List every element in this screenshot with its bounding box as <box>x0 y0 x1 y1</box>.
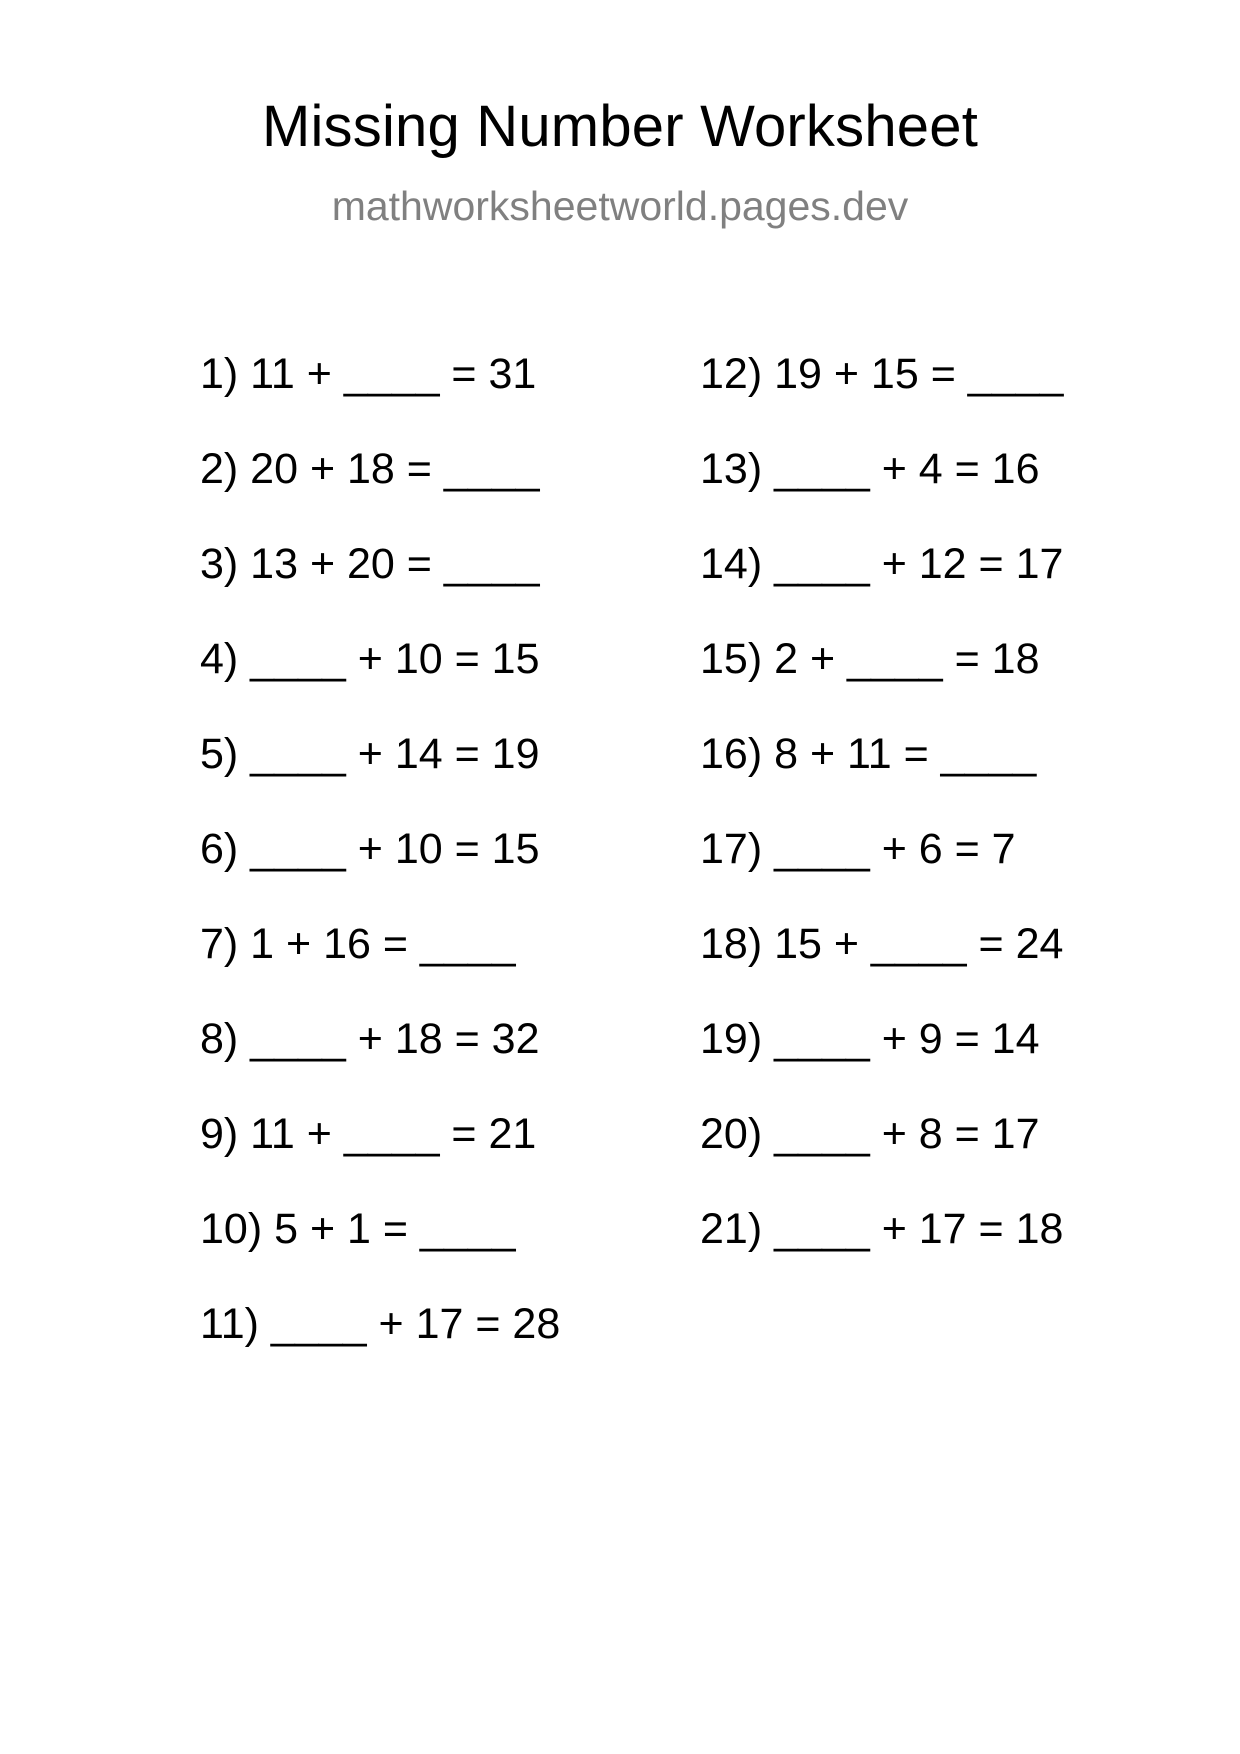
problem-16: 16) 8 + 11 = ____ <box>700 730 1037 778</box>
problem-17: 17) ____ + 6 = 7 <box>700 825 1016 873</box>
worksheet-title: Missing Number Worksheet <box>261 94 979 159</box>
problem-9: 9) 11 + ____ = 21 <box>200 1110 537 1158</box>
problem-13: 13) ____ + 4 = 16 <box>700 445 1040 493</box>
problem-8: 8) ____ + 18 = 32 <box>200 1015 540 1063</box>
problem-3: 3) 13 + 20 = ____ <box>200 540 540 588</box>
problem-21: 21) ____ + 17 = 18 <box>700 1205 1064 1253</box>
problem-6: 6) ____ + 10 = 15 <box>200 825 540 873</box>
problem-1: 1) 11 + ____ = 31 <box>200 350 537 398</box>
problem-19: 19) ____ + 9 = 14 <box>700 1015 1040 1063</box>
problem-10: 10) 5 + 1 = ____ <box>200 1205 516 1253</box>
problem-column-left <box>200 350 561 1398</box>
problem-18: 18) 15 + ____ = 24 <box>700 920 1064 968</box>
problem-5: 5) ____ + 14 = 19 <box>200 730 540 778</box>
problem-14: 14) ____ + 12 = 17 <box>700 540 1064 588</box>
website-url: mathworksheetworld.pages.dev <box>331 183 909 229</box>
problem-7: 7) 1 + 16 = ____ <box>200 920 516 968</box>
problem-12: 12) 19 + 15 = ____ <box>700 350 1064 398</box>
problem-11: 11) ____ + 17 = 28 <box>200 1300 561 1348</box>
problem-20: 20) ____ + 8 = 17 <box>700 1110 1040 1158</box>
problem-column-right <box>700 350 1064 1303</box>
problem-4: 4) ____ + 10 = 15 <box>200 635 540 683</box>
problem-15: 15) 2 + ____ = 18 <box>700 635 1040 683</box>
problem-2: 2) 20 + 18 = ____ <box>200 445 540 493</box>
